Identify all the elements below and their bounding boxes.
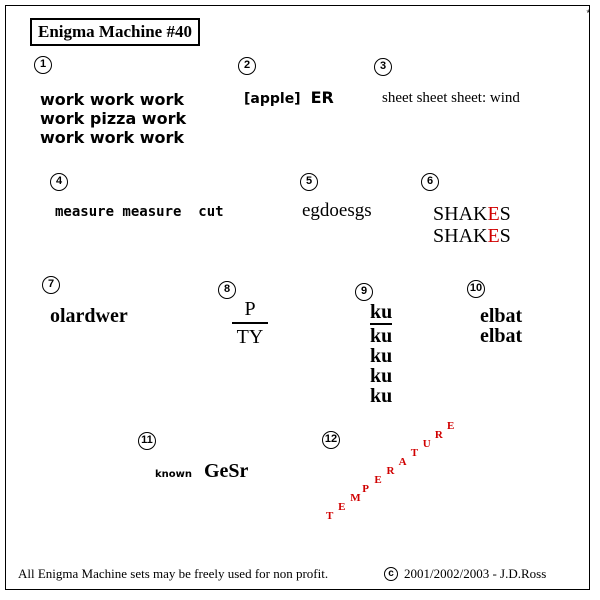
puzzle-6-line xyxy=(433,203,511,225)
fraction-bar xyxy=(232,322,268,324)
puzzle-9-item: ku xyxy=(370,345,393,367)
puzzle-11 xyxy=(155,460,248,483)
puzzle-12-letter: P xyxy=(362,483,370,495)
puzzle-8 xyxy=(232,298,268,348)
puzzle-9-item: ku xyxy=(370,385,393,407)
puzzle-number-12: 12 xyxy=(322,431,340,449)
puzzle-6 xyxy=(433,203,511,247)
puzzle-10-line: elbat xyxy=(480,305,523,327)
puzzle-6-red-letter: E xyxy=(487,225,500,247)
puzzle-2-bracket: [apple] xyxy=(244,91,301,107)
puzzle-5: egdoesgs xyxy=(302,200,372,221)
puzzle-number-8: 8 xyxy=(218,281,236,299)
puzzle-12-letter: T xyxy=(410,447,419,459)
puzzle-12-letter: R xyxy=(434,429,443,441)
puzzle-3: sheet sheet sheet: wind xyxy=(382,90,520,106)
puzzle-number-1: 1 xyxy=(34,56,52,74)
puzzle-12-letter: T xyxy=(326,510,334,522)
puzzle-12-letter: E xyxy=(338,501,346,513)
puzzle-number-10: 10 xyxy=(467,280,485,298)
copyright-icon: c xyxy=(384,567,398,581)
puzzle-12-letter: E xyxy=(447,420,455,432)
puzzle-10 xyxy=(480,306,522,346)
puzzle-8-numerator: P xyxy=(244,298,256,320)
puzzle-6-text: SHAK xyxy=(433,225,488,247)
footer-notice: All Enigma Machine sets may be freely used for non profit. xyxy=(18,566,329,581)
puzzle-6-text: S xyxy=(499,203,511,225)
puzzle-8-denominator: TY xyxy=(236,326,264,348)
puzzle-12-letter: A xyxy=(398,456,407,468)
puzzle-10-line: elbat xyxy=(480,325,523,347)
puzzle-number-5: 5 xyxy=(300,173,318,191)
puzzle-6-red-letter: E xyxy=(487,203,500,225)
page-title: Enigma Machine #40 xyxy=(30,18,200,46)
puzzle-1-line: work work work xyxy=(40,128,185,147)
puzzle-number-7: 7 xyxy=(42,276,60,294)
puzzle-6-line xyxy=(433,225,511,247)
puzzle-9-item: ku xyxy=(370,365,393,387)
puzzle-number-9: 9 xyxy=(355,283,373,301)
corner-mark: * xyxy=(586,8,590,18)
puzzle-12-letter: R xyxy=(386,465,395,477)
puzzle-2-suffix: ER xyxy=(310,88,334,107)
puzzle-9-item: ku xyxy=(370,325,393,347)
puzzle-number-6: 6 xyxy=(421,173,439,191)
puzzle-number-4: 4 xyxy=(50,173,68,191)
puzzle-11-small: known xyxy=(155,469,192,480)
puzzle-1-line: work work work xyxy=(40,90,185,109)
puzzle-7: olardwer xyxy=(50,305,128,327)
puzzle-1 xyxy=(40,90,186,147)
puzzle-12-letter: E xyxy=(374,474,382,486)
puzzle-number-2: 2 xyxy=(238,57,256,75)
puzzle-6-text: S xyxy=(499,225,511,247)
puzzle-1-line: work pizza work xyxy=(40,109,187,128)
puzzle-9 xyxy=(370,302,392,406)
puzzle-4: measure measure cut xyxy=(55,204,224,220)
puzzle-9-item: ku xyxy=(370,301,393,323)
puzzle-12-letter: U xyxy=(422,438,431,450)
puzzle-number-11: 11 xyxy=(138,432,156,450)
footer-copyright: 2001/2002/2003 - J.D.Ross xyxy=(404,566,547,581)
puzzle-2 xyxy=(244,88,334,108)
puzzle-6-text: SHAK xyxy=(433,203,488,225)
puzzle-12-letter: M xyxy=(350,492,361,504)
puzzle-number-3: 3 xyxy=(374,58,392,76)
puzzle-11-big: GeSr xyxy=(204,460,249,482)
